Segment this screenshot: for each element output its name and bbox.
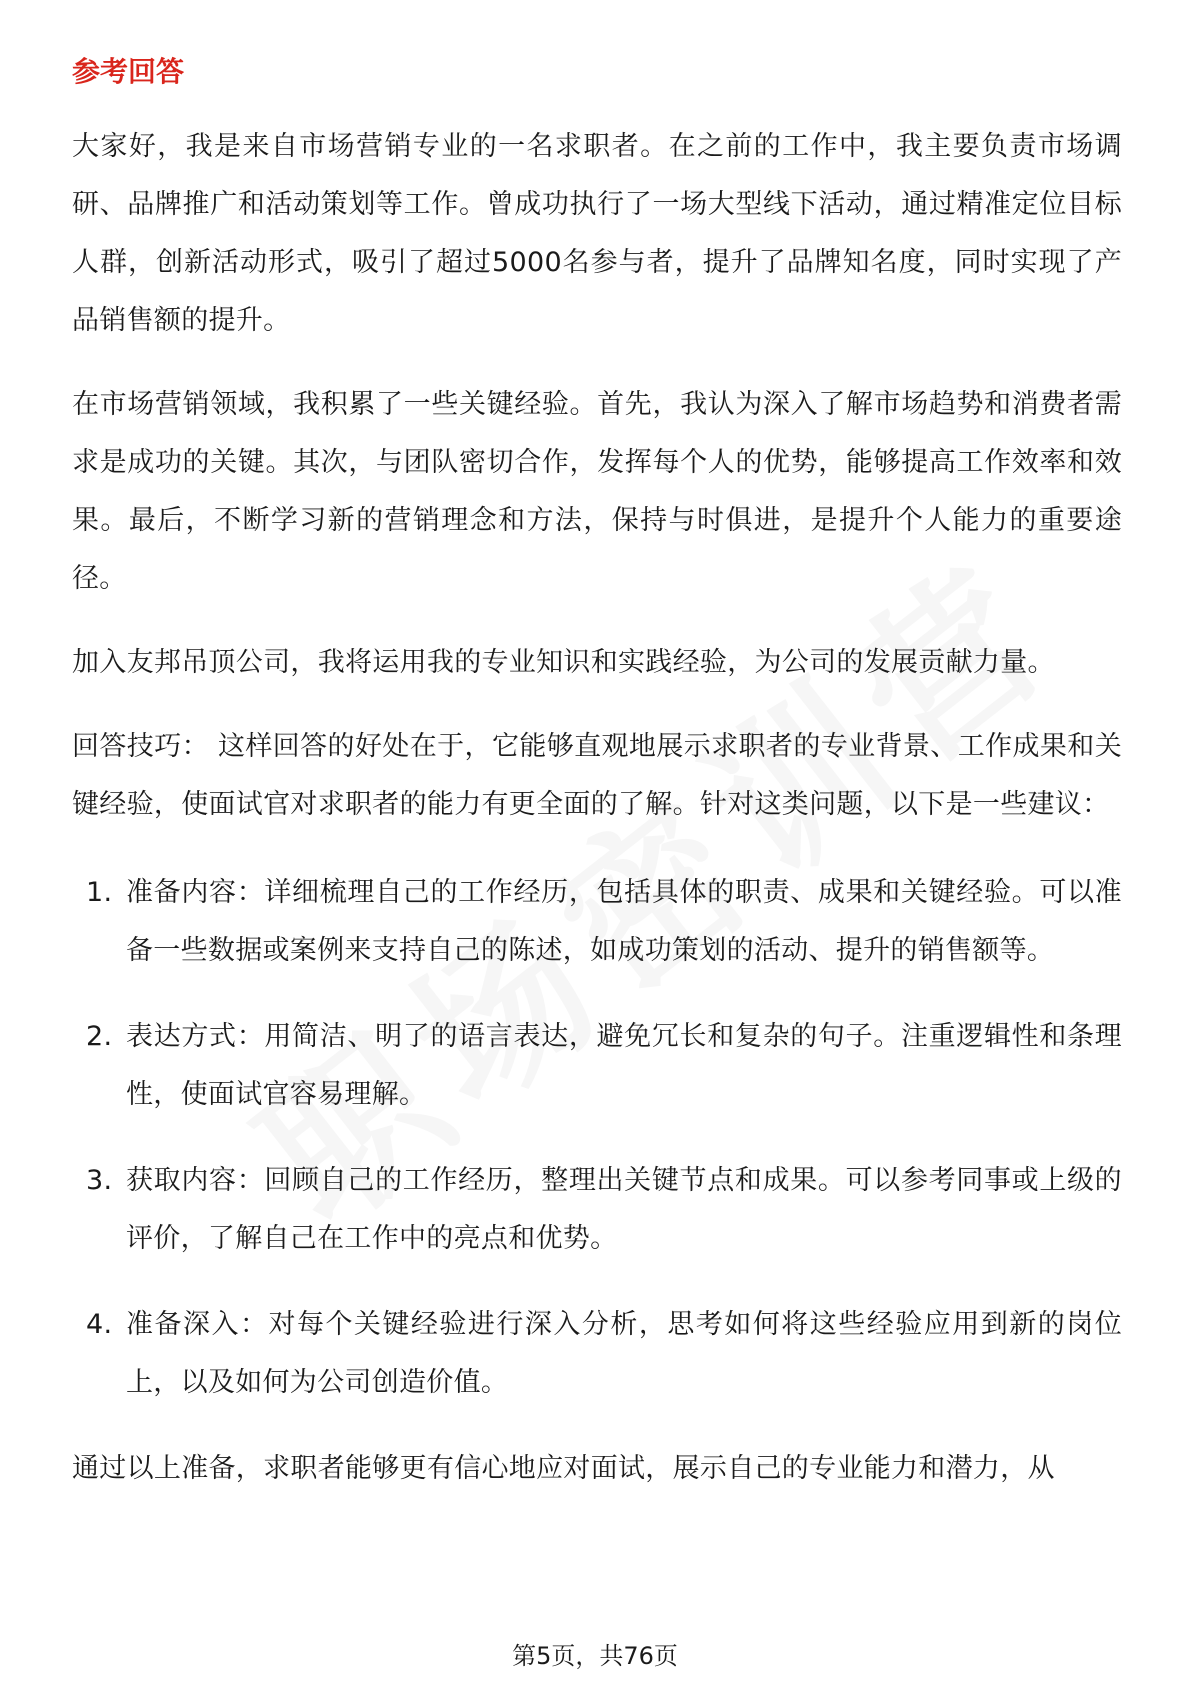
list-item-number: 2. [86, 1021, 113, 1052]
paragraph-contribution: 加入友邦吊顶公司，我将运用我的专业知识和实践经验，为公司的发展贡献力量。 [72, 647, 1055, 678]
paragraph-experience: 在市场营销领域，我积累了一些关键经验。首先，我认为深入了解市场趋势和消费者需求是成功的关键。其次，与团队密切合作，发挥每个人的优势，能够提高工作效率和效果。最后，不断学习新的营销理念和方法，保持与时俱进，是提升个人能力的重要途径。 [72, 389, 1122, 594]
list-item-number: 1. [86, 877, 113, 908]
list-item-text: 准备深入：对每个关键经验进行深入分析，思考如何将这些经验应用到新的岗位上，以及如何为公司创造价值。 [126, 1309, 1122, 1398]
list-item [72, 1296, 1122, 1412]
list-item-text: 获取内容：回顾自己的工作经历，整理出关键节点和成果。可以参考同事或上级的评价，了解自己在工作中的亮点和优势。 [126, 1165, 1122, 1254]
list-item [72, 864, 1122, 980]
page-number: 第5页，共76页 [512, 1642, 678, 1670]
list-item-number: 3. [86, 1165, 113, 1196]
paragraph-answer-tips: 回答技巧： 这样回答的好处在于，它能够直观地展示求职者的专业背景、工作成果和关键经验，使面试官对求职者的能力有更全面的了解。针对这类问题，以下是一些建议： [72, 731, 1122, 820]
list-item-text: 准备内容：详细梳理自己的工作经历，包括具体的职责、成果和关键经验。可以准备一些数据或案例来支持自己的陈述，如成功策划的活动、提升的销售额等。 [126, 877, 1122, 966]
section-title: 参考回答 [72, 55, 185, 88]
paragraph-intro: 大家好，我是来自市场营销专业的一名求职者。在之前的工作中，我主要负责市场调研、品牌推广和活动策划等工作。曾成功执行了一场大型线下活动，通过精准定位目标人群，创新活动形式，吸引了超过5000名参与者，提升了品牌知名度，同时实现了产品销售额的提升。 [72, 131, 1122, 336]
list-item [72, 1152, 1122, 1268]
list-item-number: 4. [86, 1309, 113, 1340]
list-item-text: 表达方式：用简洁、明了的语言表达，避免冗长和复杂的句子。注重逻辑性和条理性，使面试官容易理解。 [126, 1021, 1122, 1110]
paragraph-closing: 通过以上准备，求职者能够更有信心地应对面试，展示自己的专业能力和潜力，从 [72, 1453, 1055, 1484]
tips-list [72, 864, 1122, 1412]
list-item [72, 1008, 1122, 1124]
page-content [72, 48, 1122, 1524]
